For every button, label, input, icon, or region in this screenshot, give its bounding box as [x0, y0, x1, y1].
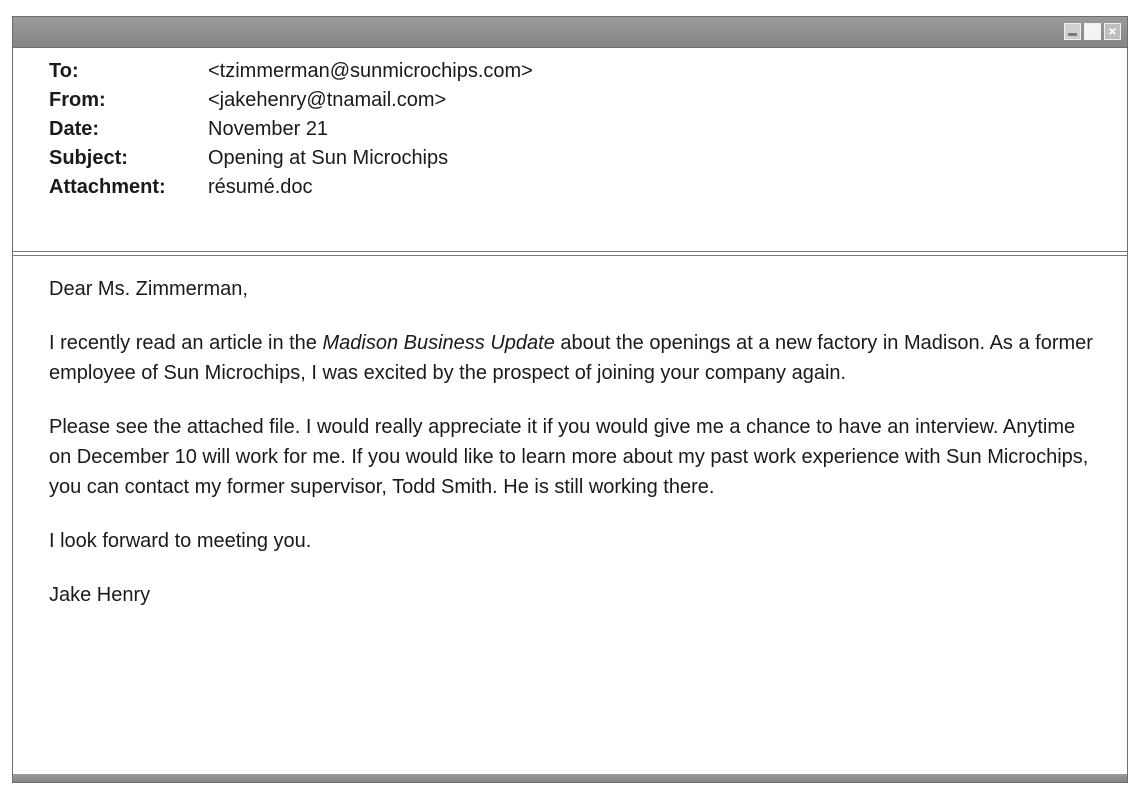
email-header: [49, 57, 533, 202]
date-value: November 21: [208, 118, 329, 140]
title-bar[interactable]: [13, 17, 1127, 48]
email-body: [49, 274, 1099, 634]
body-paragraph-1: [49, 328, 1099, 388]
attachment-value[interactable]: résumé.doc: [208, 176, 313, 198]
from-row: [49, 86, 533, 115]
email-window: [12, 16, 1128, 783]
bottom-bar: [13, 774, 1127, 782]
date-row: [49, 115, 533, 144]
minimize-icon[interactable]: [1064, 23, 1081, 40]
body-paragraph-3: I look forward to meeting you.: [49, 530, 312, 552]
close-icon[interactable]: ×: [1104, 23, 1121, 40]
attachment-label: Attachment:: [49, 176, 166, 198]
subject-value: Opening at Sun Microchips: [208, 147, 449, 169]
to-value: <tzimmerman@sunmicrochips.com>: [208, 60, 533, 82]
p1-text-after: about the openings at a new factory in Madison. As a former employee of Sun Microchips, I was excited by the prospect of joining your company again.: [49, 332, 1093, 384]
from-label: From:: [49, 89, 106, 111]
greeting: Dear Ms. Zimmerman,: [49, 278, 248, 300]
attachment-row: [49, 173, 533, 202]
signature: Jake Henry: [49, 584, 151, 606]
window-controls: [1064, 23, 1121, 40]
p1-text-before: I recently read an article in the: [49, 332, 323, 354]
publication-title: Madison Business Update: [322, 332, 555, 354]
header-divider: [13, 251, 1127, 256]
body-paragraph-2: Please see the attached file. I would really appreciate it if you would give me a chance to have an interview. Anytime on December 10 will work for me. If you would like to learn more about my past work experience with Sun Microchips, you can contact my former supervisor, Todd Smith. He is still working there.: [49, 416, 1089, 498]
subject-label: Subject:: [49, 147, 128, 169]
to-label: To:: [49, 60, 79, 82]
subject-row: [49, 144, 533, 173]
from-value: <jakehenry@tnamail.com>: [208, 89, 447, 111]
maximize-icon[interactable]: [1084, 23, 1101, 40]
to-row: [49, 57, 533, 86]
date-label: Date:: [49, 118, 100, 140]
